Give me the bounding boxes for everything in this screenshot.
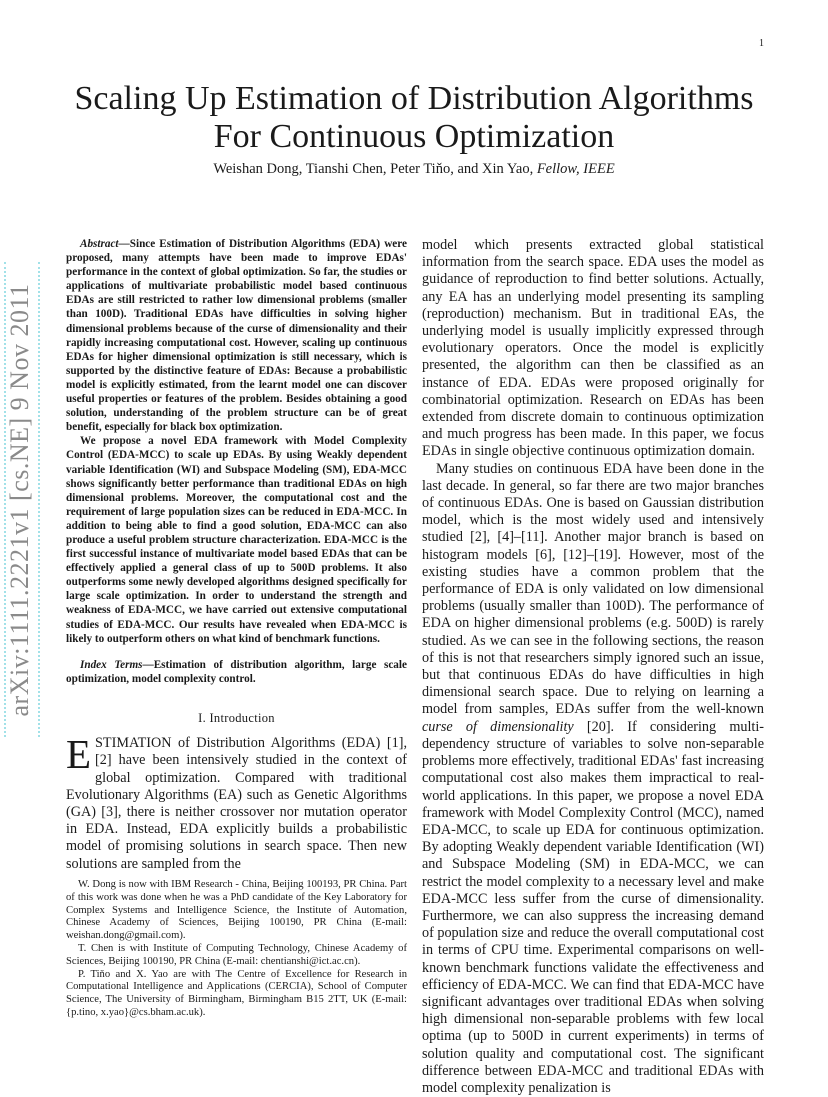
author-suffix: Fellow, IEEE bbox=[536, 161, 615, 177]
page-number: 1 bbox=[759, 38, 764, 49]
section-heading: I. Introduction bbox=[198, 710, 275, 725]
title-line-1: Scaling Up Estimation of Distribution Algorithms bbox=[74, 80, 754, 117]
right-paragraph-1: model which presents extracted global statistical information from the search space. EDA uses the model as guidance of reproduction to find better solutions. Actually, any EA has an underlying model presenting its sampling (reproduction) mechanism. But in traditional EAs, the underlying model is usually implicitly expressed through evolutionary operators. Once the model is explicitly presented, the algorithm can then be classified as an instance of EDA. EDAs were proposed originally for combinatorial optimization. Research on EDAs has been extended from discrete domain to continuous optimization and much progress has been made. In this paper, we focus EDAs in single objective continuous optimization domain. bbox=[422, 237, 764, 460]
abstract-paragraph-2: We propose a novel EDA framework with Model Complexity Control (EDA-MCC) to scale up EDAs. By using Weakly dependent variable Identification (WI) and Subspace Modeling (SM), EDA-MCC shows significantly better performance than traditional EDAs on high dimensional problems. Moreover, the computational cost and the requirement of large population sizes can be reduced in EDA-MCC. In addition to being able to find a good solution, EDA-MCC can also produce a useful problem structure characterization. EDA-MCC is the first successful instance of multivariate model based EDAs that can be effectively applied a general class of up to 500D problems. It also outperforms some newly developed algorithms designed specifically for large scale optimization. In order to understand the strength and weakness of EDA-MCC, we have carried out extensive computational studies of EDA-MCC. Our results have revealed when EDA-MCC is likely to outperform others on what kind of benchmark functions. bbox=[66, 435, 407, 645]
right-paragraph-2 bbox=[422, 461, 764, 1097]
arxiv-stamp-text: arXiv:1111.2221v1 [cs.NE] 9 Nov 2011 bbox=[5, 283, 34, 716]
author-list bbox=[40, 161, 788, 178]
footnote-2: T. Chen is with Institute of Computing Technology, Chinese Academy of Sciences, Beijing 100190, PR China (E-mail: chentianshi@ict.ac.cn). bbox=[66, 942, 407, 967]
right-text-2b: [20]. If considering multi-dependency structure of variables to solve non-separable problems more effectively, traditional EDAs' fast increasing computational cost also makes them impractical to real-world applications. In this paper, we propose a novel EDA framework with Model Complexity Control (MCC), named EDA-MCC, to scale up EDA for continuous optimization. By adopting Weakly dependent variable Identification (WI) and Subspace Modeling (SM) in EDA-MCC, we can restrict the model complexity to a necessary level and make EDA-MCC less suffer from the curse of dimensionality. Furthermore, we can also suppress the increasing demand of population size and reduce the overall computational cost in terms of CPU time. Experimental comparisons on well-known benchmark functions validate the effectiveness and efficiency of EDA-MCC. We can find that EDA-MCC have significant advantages over traditional EDAs when solving high dimensional non-separable problems with few local optima (up to 500D in current experiments) in terms of solution quality and computational cost. The significant difference between EDA-MCC and traditional EDAs with model complexity penalization is bbox=[422, 718, 764, 1096]
left-column bbox=[66, 237, 407, 873]
drop-cap: E bbox=[66, 731, 92, 778]
footnote-3: P. Tiňo and X. Yao are with The Centre of Excellence for Research in Computational Intelligence and Applications (CERCIA), School of Computer Science, The University of Birmingham, Birmingham B15 2TT, UK (E-mail: {p.tino, x.yao}@cs.bham.ac.uk). bbox=[66, 968, 407, 1018]
abstract-lead: Abstract bbox=[80, 238, 119, 250]
right-text-2a: Many studies on continuous EDA have been done in the last decade. In general, so far there are two major branches of continuous EDAs. One is based on Gaussian distribution model, which is the most widely used and intensively studied [2], [4]–[11]. Another major branch is based on histogram models [6], [12]–[19]. However, most of the existing studies have a common problem that the performance of EDA is only validated on low dimensional problems (usually smaller than 100D). The performance of EDA on higher dimensional problems (e.g. 500D) is rarely studied. As we can see in the following sections, the reason of this is not that researchers simply ignored such an issue, but that continuous EDAs do have difficulties in high dimensional search space. Due to relying on learning a model from samples, EDAs suffer from the well-known bbox=[422, 460, 764, 718]
index-terms bbox=[66, 658, 407, 686]
footnotes bbox=[66, 879, 407, 1020]
intro-paragraph-1 bbox=[66, 731, 407, 873]
index-terms-text: —Estimation of distribution algorithm, large scale optimization, model complexity control. bbox=[66, 658, 407, 685]
right-text-2-emphasis: curse of dimensionality bbox=[422, 718, 574, 735]
arxiv-stamp bbox=[2, 262, 38, 737]
intro-text-1: STIMATION of Distribution Algorithms (EDA) [1], [2] have been intensively studied in the context of global optimization. Compared with traditional Evolutionary Algorithms (EA) such as Genetic Algorithms (GA) [3], there is neither crossover nor mutation operator in EDA. Instead, EDA explicitly builds a probabilistic model of promising solutions in search space. Then new solutions are sampled from the bbox=[66, 735, 407, 872]
paper-title bbox=[40, 80, 788, 156]
abstract-paragraph-1 bbox=[66, 237, 407, 434]
author-names: Weishan Dong, Tianshi Chen, Peter Tiňo, and Xin Yao, bbox=[213, 161, 534, 177]
index-terms-lead: Index Terms bbox=[80, 658, 143, 671]
abstract-text-1: —Since Estimation of Distribution Algorithms (EDA) were proposed, many attempts have been made to improve EDAs' performance in the context of global optimization. So far, the studies or applications of multivariate probabilistic model based continuous EDAs are still restricted to rather low dimensional problems (smaller than 100D). Traditional EDAs have difficulties in solving higher dimensional problems because of the curse of dimensionality and their rapidly increasing computational cost. However, scaling up continuous EDAs for higher dimensional optimization is still necessary, which is supported by the distinctive feature of EDAs: Because a probabilistic model is explicitly estimated, from the learnt model one can discover useful properties or features of the problem. Besides obtaining a good solution, understanding of the problem structure can be of great benefit, especially for black box optimization. bbox=[66, 238, 407, 434]
footnote-1: W. Dong is now with IBM Research - China, Beijing 100193, PR China. Part of this work was done when he was a PhD candidate of the Key Laboratory for Complex Systems and Intelligence Science, the Institute of Automation, Chinese Academy of Sciences, Beijing 100190, PR China (E-mail: weishan.dong@gmail.com). bbox=[66, 879, 407, 942]
title-line-2: For Continuous Optimization bbox=[213, 118, 615, 155]
right-column bbox=[422, 237, 764, 1097]
